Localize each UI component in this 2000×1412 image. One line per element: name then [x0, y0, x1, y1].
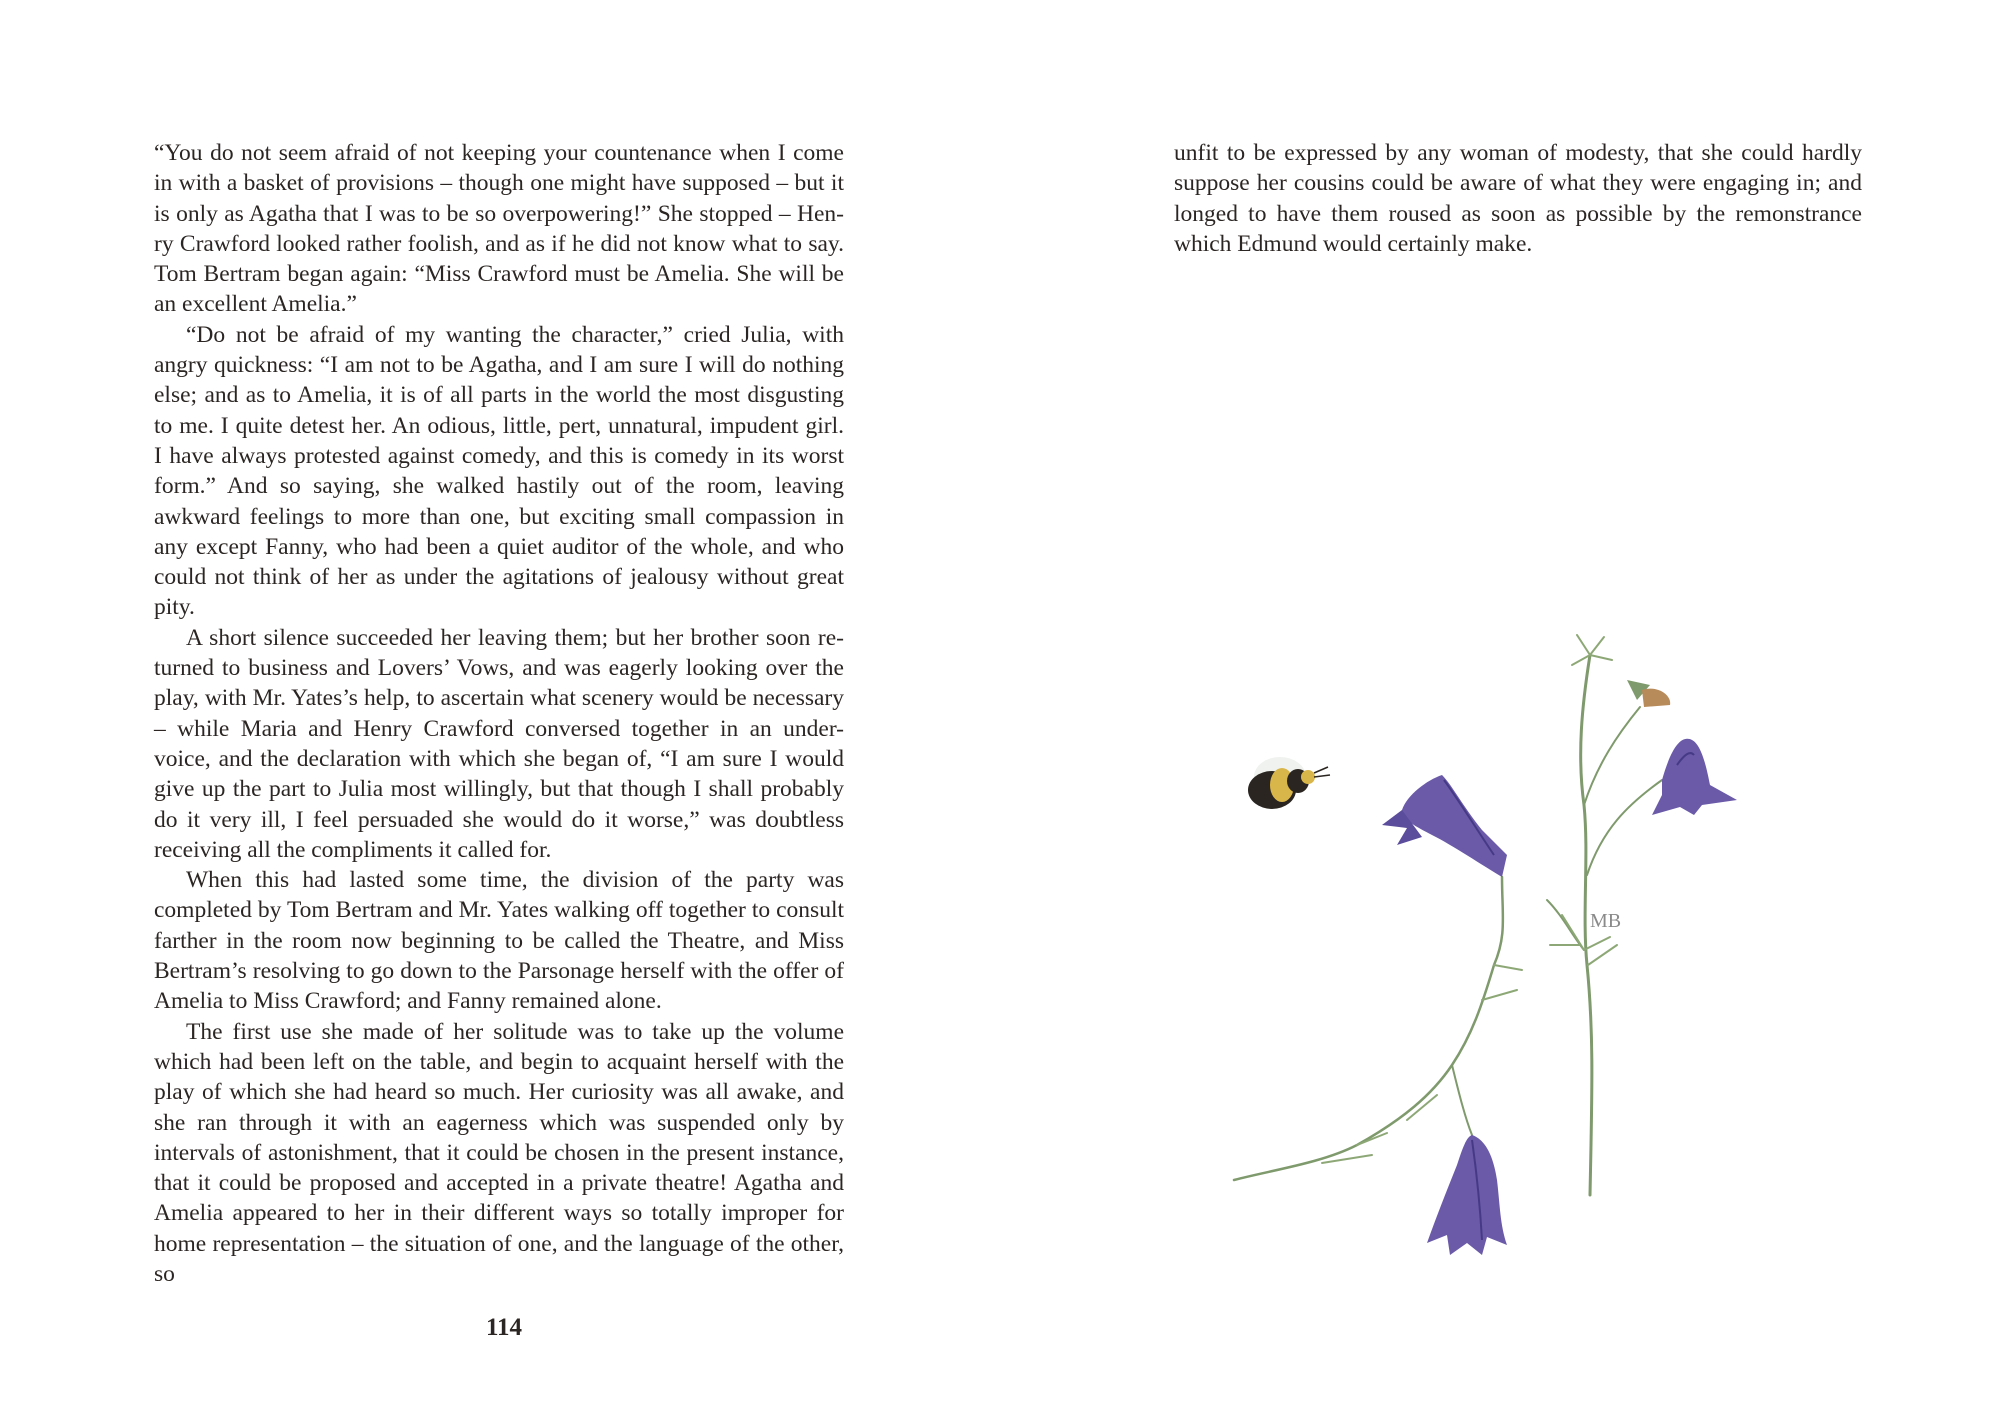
artist-signature: MB [1590, 910, 1622, 932]
paragraph: A short silence succeeded her leaving them; but her brother soon returned to business and Lovers’ Vows, and was eagerly looking over the play, with Mr. Yates’s help, to ascertain what scenery would be necessary – while Maria and Henry Crawford conversed together in an under-voice, and the declaration with which she began of, “I am sure I would give up the part to Julia most willingly, but that though I shall probably do it very ill, I feel persuaded she would do it worse,” was doubtless receiving all the compliments it called for. [154, 624, 844, 863]
harebell-flower-icon [1382, 775, 1507, 877]
harebell-illustration [1232, 615, 1792, 1275]
right-page [1000, 0, 2000, 1412]
harebell-leaves [1322, 635, 1617, 1163]
paragraph: unfit to be expressed by any woman of modesty, that she could hardly suppose her cousins could be aware of what they were engaging in; and longed to have them roused as soon as possible by the remonstrance which Edmund would certainly make. [1174, 140, 1862, 257]
page-number: 114 [485, 1314, 523, 1341]
left-page-text [154, 138, 844, 1289]
bumblebee-icon [1248, 757, 1330, 809]
paragraph: When this had lasted some time, the division of the party was completed by Tom Bertram and Mr. Yates walking off together to consult farther in the room now beginning to be called the Theatre, and Miss Bertram’s resolving to go down to the Parsonage herself with the offer of Amelia to Miss Crawford; and Fanny remained alone. [154, 867, 844, 1015]
paragraph: “Do not be afraid of my wanting the character,” cried Julia, with angry quickness: “I am not to be Agatha, and I am sure I will do nothing else; and as to Amelia, it is of all parts in the world the most disgusting to me. I quite detest her. An odious, little, pert, unnatural, impudent girl. I have always protested against comedy, and this is comedy in its worst form.” And so saying, she walked hastily out of the room, leaving awkward feelings to more than one, but exciting small compassion in any except Fanny, who had been a quiet auditor of the whole, and who could not think of her as under the agitations of jealousy without great pity. [154, 321, 844, 621]
harebell-flower-icon [1427, 1135, 1507, 1255]
paragraph: “You do not seem afraid of not keeping your countenance when I come in with a basket of provisions – though one might have supposed – but it is only as Agatha that I was to be so overpowering!” She stopped – Henry Crawford looked rather foolish, and as if he did not know what to say. Tom Bertram began again: “Miss Crawford must be Amelia. She will be an excellent Amelia.” [154, 140, 844, 318]
paragraph: The first use she made of her solitude was to take up the volume which had been left on the table, and begin to acquaint herself with the play of which she had heard so much. Her curiosity was all awake, and she ran through it with an eagerness which was suspended only by intervals of astonishment, that it could be chosen in the present instance, that it could be proposed and accepted in a private theatre! Agatha and Amelia appeared to her in their different ways so totally improper for home representation – the situation of one, and the language of the other, so [154, 1018, 844, 1287]
right-page-text [1174, 138, 1862, 259]
